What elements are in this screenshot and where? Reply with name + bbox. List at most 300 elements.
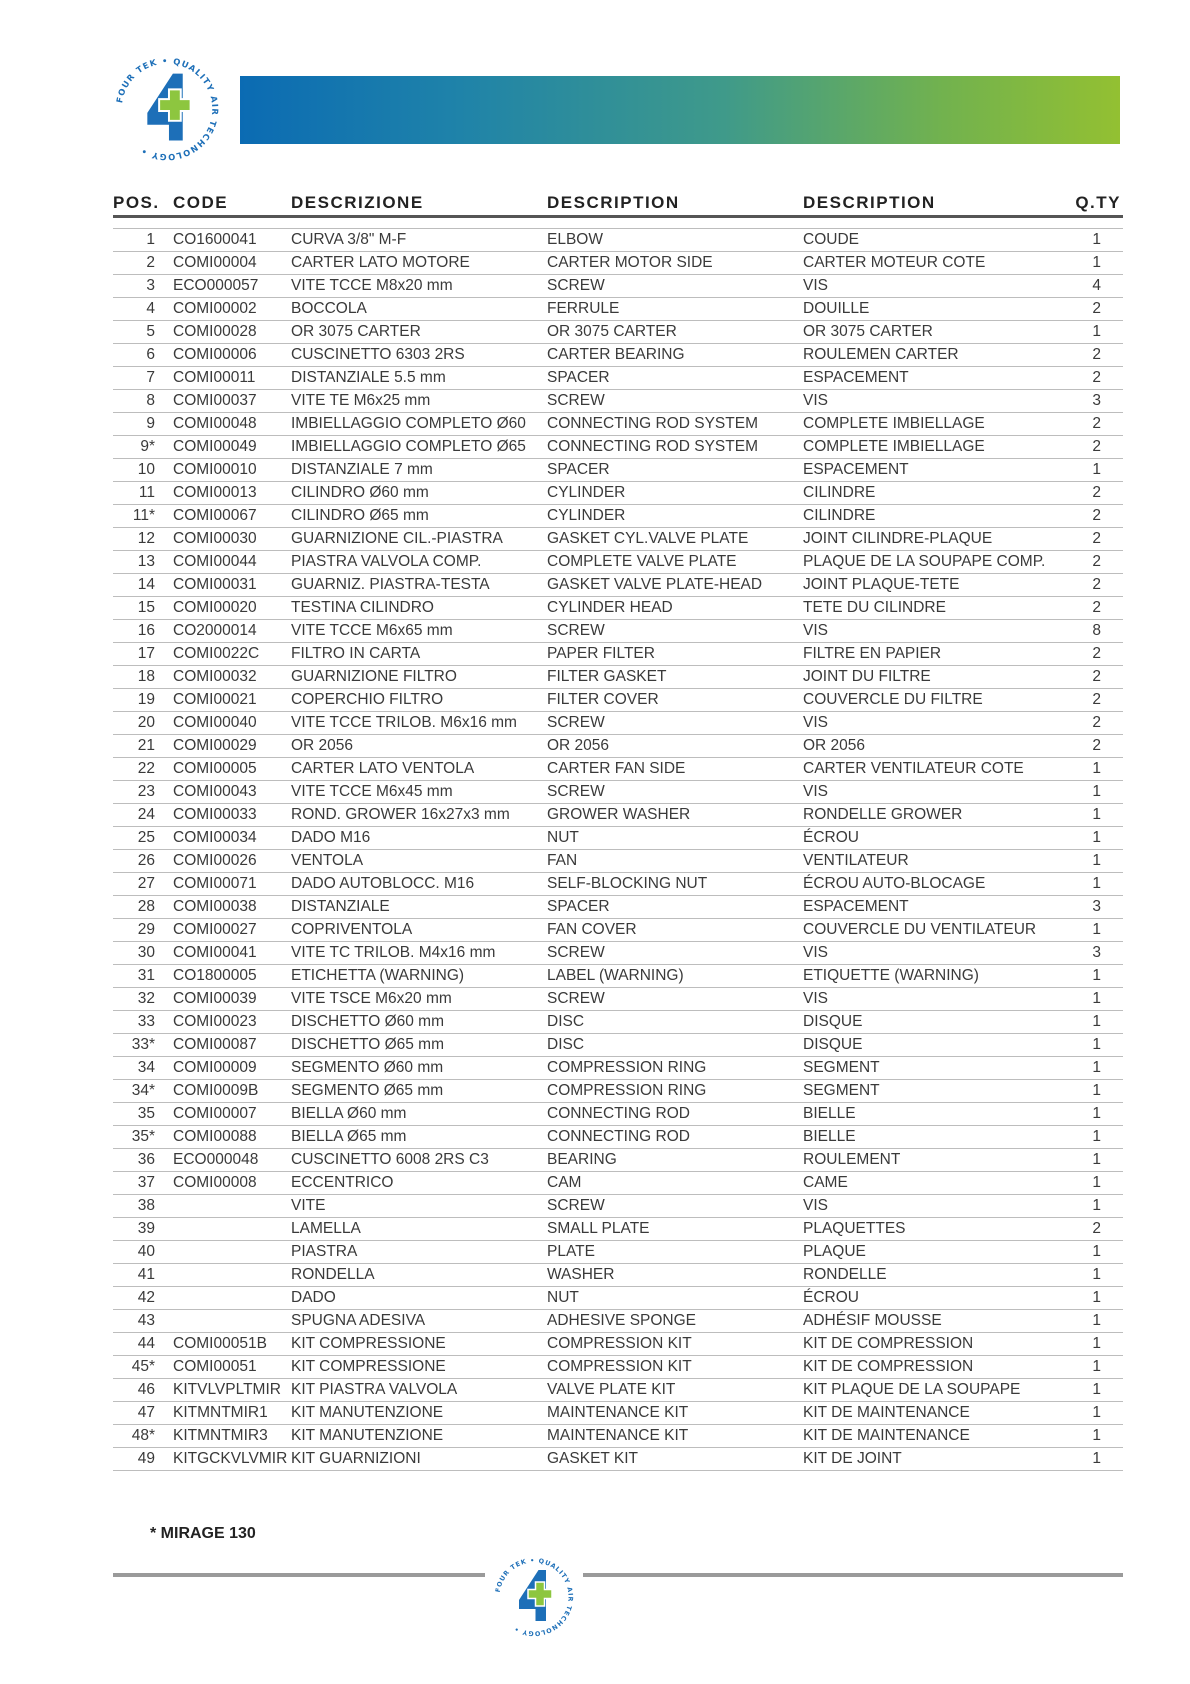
row-description-en: SCREW: [547, 781, 803, 804]
row-description-en: CONNECTING ROD SYSTEM: [547, 436, 803, 459]
row-qty: 2: [1073, 1218, 1123, 1241]
table-row: [113, 1333, 1123, 1356]
row-description-fr: KIT PLAQUE DE LA SOUPAPE: [803, 1379, 1073, 1402]
row-code: [173, 1241, 291, 1264]
row-pos: 33: [113, 1011, 173, 1034]
row-description-fr: COUVERCLE DU FILTRE: [803, 689, 1073, 712]
row-description-fr: ROULEMENT: [803, 1149, 1073, 1172]
four-tek-logo: [108, 50, 226, 168]
row-description-fr: CARTER VENTILATEUR COTE: [803, 758, 1073, 781]
row-description-en: PLATE: [547, 1241, 803, 1264]
table-row: [113, 1287, 1123, 1310]
row-code: KITVLVPLTMIR: [173, 1379, 291, 1402]
row-pos: 8: [113, 390, 173, 413]
table-spacer-row: [113, 217, 1123, 229]
row-description-en: GROWER WASHER: [547, 804, 803, 827]
row-qty: 1: [1073, 781, 1123, 804]
row-description-fr: COMPLETE IMBIELLAGE: [803, 413, 1073, 436]
row-code: COMI00049: [173, 436, 291, 459]
row-pos: 19: [113, 689, 173, 712]
row-description-fr: VIS: [803, 712, 1073, 735]
row-descrizione: PIASTRA VALVOLA COMP.: [291, 551, 547, 574]
row-description-fr: RONDELLE GROWER: [803, 804, 1073, 827]
footnote: * MIRAGE 130: [150, 1525, 256, 1542]
row-descrizione: CURVA 3/8" M-F: [291, 229, 547, 252]
row-description-fr: ÉCROU: [803, 1287, 1073, 1310]
row-description-en: FERRULE: [547, 298, 803, 321]
row-descrizione: DISTANZIALE 7 mm: [291, 459, 547, 482]
row-pos: 16: [113, 620, 173, 643]
table-row: [113, 781, 1123, 804]
row-code: [173, 1264, 291, 1287]
row-pos: 27: [113, 873, 173, 896]
row-pos: 11: [113, 482, 173, 505]
row-qty: 3: [1073, 390, 1123, 413]
row-descrizione: DISCHETTO Ø65 mm: [291, 1034, 547, 1057]
row-description-fr: COMPLETE IMBIELLAGE: [803, 436, 1073, 459]
table-row: [113, 528, 1123, 551]
row-code: COMI00044: [173, 551, 291, 574]
row-descrizione: DISTANZIALE 5.5 mm: [291, 367, 547, 390]
table-row: [113, 965, 1123, 988]
row-descrizione: ETICHETTA (WARNING): [291, 965, 547, 988]
row-qty: 1: [1073, 873, 1123, 896]
row-code: COMI00048: [173, 413, 291, 436]
row-code: COMI00033: [173, 804, 291, 827]
row-description-fr: JOINT DU FILTRE: [803, 666, 1073, 689]
row-pos: 6: [113, 344, 173, 367]
row-pos: 43: [113, 1310, 173, 1333]
row-description-fr: ESPACEMENT: [803, 367, 1073, 390]
row-code: CO1800005: [173, 965, 291, 988]
row-code: COMI00088: [173, 1126, 291, 1149]
row-code: KITMNTMIR1: [173, 1402, 291, 1425]
row-pos: 1: [113, 229, 173, 252]
row-description-en: NUT: [547, 827, 803, 850]
table-row: [113, 551, 1123, 574]
row-code: COMI00026: [173, 850, 291, 873]
row-code: COMI00021: [173, 689, 291, 712]
row-description-fr: VIS: [803, 1195, 1073, 1218]
row-code: KITGCKVLVMIR: [173, 1448, 291, 1471]
row-description-en: FILTER COVER: [547, 689, 803, 712]
row-code: COMI00038: [173, 896, 291, 919]
row-descrizione: TESTINA CILINDRO: [291, 597, 547, 620]
row-description-en: SCREW: [547, 988, 803, 1011]
table-row: [113, 919, 1123, 942]
row-code: COMI00008: [173, 1172, 291, 1195]
row-descrizione: GUARNIZ. PIASTRA-TESTA: [291, 574, 547, 597]
row-description-fr: KIT DE JOINT: [803, 1448, 1073, 1471]
row-code: COMI00087: [173, 1034, 291, 1057]
row-qty: 3: [1073, 896, 1123, 919]
row-description-en: CARTER MOTOR SIDE: [547, 252, 803, 275]
row-descrizione: BOCCOLA: [291, 298, 547, 321]
row-qty: 1: [1073, 804, 1123, 827]
row-descrizione: ROND. GROWER 16x27x3 mm: [291, 804, 547, 827]
row-description-en: MAINTENANCE KIT: [547, 1402, 803, 1425]
row-descrizione: CUSCINETTO 6303 2RS: [291, 344, 547, 367]
row-qty: 1: [1073, 1310, 1123, 1333]
row-qty: 1: [1073, 1126, 1123, 1149]
row-description-fr: CARTER MOTEUR COTE: [803, 252, 1073, 275]
row-qty: 1: [1073, 1425, 1123, 1448]
row-code: COMI00051B: [173, 1333, 291, 1356]
row-descrizione: CUSCINETTO 6008 2RS C3: [291, 1149, 547, 1172]
table-row: [113, 390, 1123, 413]
row-code: COMI00067: [173, 505, 291, 528]
row-code: COMI00051: [173, 1356, 291, 1379]
row-descrizione: VITE TCCE M6x65 mm: [291, 620, 547, 643]
table-row: [113, 252, 1123, 275]
table-row: [113, 574, 1123, 597]
row-qty: 2: [1073, 735, 1123, 758]
row-description-fr: ROULEMEN CARTER: [803, 344, 1073, 367]
table-row: [113, 689, 1123, 712]
row-pos: 30: [113, 942, 173, 965]
row-description-en: DISC: [547, 1011, 803, 1034]
row-descrizione: CILINDRO Ø60 mm: [291, 482, 547, 505]
four-tek-logo-footer: [489, 1552, 579, 1642]
row-qty: 2: [1073, 597, 1123, 620]
row-qty: 1: [1073, 827, 1123, 850]
row-description-fr: DOUILLE: [803, 298, 1073, 321]
row-qty: 2: [1073, 712, 1123, 735]
row-descrizione: CARTER LATO MOTORE: [291, 252, 547, 275]
row-code: COMI00043: [173, 781, 291, 804]
row-qty: 2: [1073, 643, 1123, 666]
row-code: COMI00006: [173, 344, 291, 367]
row-description-en: FAN: [547, 850, 803, 873]
row-pos: 46: [113, 1379, 173, 1402]
header-qty: Q.TY: [1073, 187, 1123, 217]
row-description-fr: KIT DE COMPRESSION: [803, 1356, 1073, 1379]
row-descrizione: CILINDRO Ø65 mm: [291, 505, 547, 528]
row-description-fr: PLAQUE: [803, 1241, 1073, 1264]
row-code: COMI00028: [173, 321, 291, 344]
row-descrizione: KIT MANUTENZIONE: [291, 1402, 547, 1425]
row-description-fr: ÉCROU AUTO-BLOCAGE: [803, 873, 1073, 896]
row-description-en: WASHER: [547, 1264, 803, 1287]
row-descrizione: IMBIELLAGGIO COMPLETO Ø65: [291, 436, 547, 459]
row-pos: 10: [113, 459, 173, 482]
row-pos: 20: [113, 712, 173, 735]
row-code: COMI0022C: [173, 643, 291, 666]
row-code: COMI00041: [173, 942, 291, 965]
row-description-fr: CILINDRE: [803, 505, 1073, 528]
row-description-fr: COUDE: [803, 229, 1073, 252]
row-qty: 1: [1073, 1011, 1123, 1034]
row-pos: 40: [113, 1241, 173, 1264]
table-row: [113, 1034, 1123, 1057]
header-descrizione: DESCRIZIONE: [291, 187, 547, 217]
row-code: COMI00013: [173, 482, 291, 505]
row-description-fr: VENTILATEUR: [803, 850, 1073, 873]
table-row: [113, 850, 1123, 873]
row-description-en: GASKET KIT: [547, 1448, 803, 1471]
parts-table: [113, 187, 1123, 1471]
table-row: [113, 275, 1123, 298]
table-row: [113, 597, 1123, 620]
row-qty: 2: [1073, 666, 1123, 689]
row-description-en: SCREW: [547, 275, 803, 298]
row-qty: 1: [1073, 1333, 1123, 1356]
row-description-fr: KIT DE MAINTENANCE: [803, 1402, 1073, 1425]
row-qty: 1: [1073, 1287, 1123, 1310]
row-description-fr: SEGMENT: [803, 1057, 1073, 1080]
row-qty: 2: [1073, 528, 1123, 551]
table-row: [113, 896, 1123, 919]
row-pos: 9: [113, 413, 173, 436]
row-description-fr: PLAQUETTES: [803, 1218, 1073, 1241]
table-row: [113, 620, 1123, 643]
row-descrizione: SEGMENTO Ø65 mm: [291, 1080, 547, 1103]
row-qty: 8: [1073, 620, 1123, 643]
row-qty: 1: [1073, 1195, 1123, 1218]
row-code: COMI00023: [173, 1011, 291, 1034]
row-description-en: SCREW: [547, 712, 803, 735]
row-code: ECO000048: [173, 1149, 291, 1172]
row-description-en: CONNECTING ROD: [547, 1103, 803, 1126]
row-code: CO1600041: [173, 229, 291, 252]
row-description-fr: SEGMENT: [803, 1080, 1073, 1103]
row-descrizione: ECCENTRICO: [291, 1172, 547, 1195]
row-pos: 24: [113, 804, 173, 827]
row-qty: 1: [1073, 1103, 1123, 1126]
row-code: COMI00020: [173, 597, 291, 620]
row-description-fr: VIS: [803, 275, 1073, 298]
row-description-fr: ETIQUETTE (WARNING): [803, 965, 1073, 988]
table-row: [113, 1011, 1123, 1034]
row-pos: 22: [113, 758, 173, 781]
row-qty: 2: [1073, 482, 1123, 505]
row-pos: 5: [113, 321, 173, 344]
row-descrizione: VITE: [291, 1195, 547, 1218]
table-row: [113, 1103, 1123, 1126]
row-descrizione: SEGMENTO Ø60 mm: [291, 1057, 547, 1080]
row-description-en: SCREW: [547, 1195, 803, 1218]
row-pos: 45*: [113, 1356, 173, 1379]
row-qty: 1: [1073, 1172, 1123, 1195]
row-pos: 25: [113, 827, 173, 850]
row-description-fr: VIS: [803, 390, 1073, 413]
row-description-en: CARTER FAN SIDE: [547, 758, 803, 781]
row-qty: 1: [1073, 1034, 1123, 1057]
row-description-en: OR 2056: [547, 735, 803, 758]
row-qty: 2: [1073, 298, 1123, 321]
header-code: CODE: [173, 187, 291, 217]
row-pos: 34: [113, 1057, 173, 1080]
row-code: COMI00034: [173, 827, 291, 850]
row-code: COMI00037: [173, 390, 291, 413]
row-descrizione: IMBIELLAGGIO COMPLETO Ø60: [291, 413, 547, 436]
row-pos: 41: [113, 1264, 173, 1287]
row-qty: 1: [1073, 1241, 1123, 1264]
row-descrizione: KIT PIASTRA VALVOLA: [291, 1379, 547, 1402]
row-description-en: ADHESIVE SPONGE: [547, 1310, 803, 1333]
row-description-fr: COUVERCLE DU VENTILATEUR: [803, 919, 1073, 942]
row-description-fr: KIT DE MAINTENANCE: [803, 1425, 1073, 1448]
row-descrizione: BIELLA Ø60 mm: [291, 1103, 547, 1126]
row-description-fr: OR 2056: [803, 735, 1073, 758]
table-row: [113, 942, 1123, 965]
row-pos: 34*: [113, 1080, 173, 1103]
row-descrizione: DISTANZIALE: [291, 896, 547, 919]
row-pos: 29: [113, 919, 173, 942]
row-code: COMI00027: [173, 919, 291, 942]
row-descrizione: GUARNIZIONE FILTRO: [291, 666, 547, 689]
row-code: ECO000057: [173, 275, 291, 298]
row-qty: 1: [1073, 1149, 1123, 1172]
table-row: [113, 873, 1123, 896]
row-pos: 36: [113, 1149, 173, 1172]
table-row: [113, 1149, 1123, 1172]
table-row: [113, 229, 1123, 252]
row-descrizione: OR 2056: [291, 735, 547, 758]
table-row: [113, 436, 1123, 459]
row-description-en: CYLINDER HEAD: [547, 597, 803, 620]
row-descrizione: LAMELLA: [291, 1218, 547, 1241]
table-row: [113, 1172, 1123, 1195]
row-description-fr: FILTRE EN PAPIER: [803, 643, 1073, 666]
row-qty: 3: [1073, 942, 1123, 965]
row-description-en: SMALL PLATE: [547, 1218, 803, 1241]
row-code: COMI00040: [173, 712, 291, 735]
row-qty: 1: [1073, 758, 1123, 781]
row-pos: 38: [113, 1195, 173, 1218]
row-qty: 1: [1073, 965, 1123, 988]
row-qty: 2: [1073, 413, 1123, 436]
row-qty: 2: [1073, 344, 1123, 367]
row-descrizione: KIT MANUTENZIONE: [291, 1425, 547, 1448]
row-description-fr: ÉCROU: [803, 827, 1073, 850]
row-description-fr: VIS: [803, 620, 1073, 643]
row-qty: 1: [1073, 459, 1123, 482]
row-description-fr: CILINDRE: [803, 482, 1073, 505]
row-code: COMI00011: [173, 367, 291, 390]
row-descrizione: VENTOLA: [291, 850, 547, 873]
row-descrizione: DADO AUTOBLOCC. M16: [291, 873, 547, 896]
row-description-en: SPACER: [547, 459, 803, 482]
table-row: [113, 505, 1123, 528]
row-description-en: PAPER FILTER: [547, 643, 803, 666]
row-description-fr: VIS: [803, 781, 1073, 804]
row-description-en: GASKET CYL.VALVE PLATE: [547, 528, 803, 551]
table-row: [113, 1379, 1123, 1402]
table-row: [113, 988, 1123, 1011]
row-code: COMI0009B: [173, 1080, 291, 1103]
row-pos: 35*: [113, 1126, 173, 1149]
row-descrizione: DADO: [291, 1287, 547, 1310]
table-row: [113, 735, 1123, 758]
row-code: [173, 1310, 291, 1333]
table-row: [113, 1057, 1123, 1080]
row-description-en: BEARING: [547, 1149, 803, 1172]
row-pos: 7: [113, 367, 173, 390]
row-descrizione: COPRIVENTOLA: [291, 919, 547, 942]
row-code: [173, 1287, 291, 1310]
row-description-en: COMPRESSION KIT: [547, 1333, 803, 1356]
row-pos: 14: [113, 574, 173, 597]
row-pos: 9*: [113, 436, 173, 459]
row-pos: 42: [113, 1287, 173, 1310]
row-descrizione: DISCHETTO Ø60 mm: [291, 1011, 547, 1034]
row-description-fr: JOINT CILINDRE-PLAQUE: [803, 528, 1073, 551]
row-pos: 21: [113, 735, 173, 758]
row-description-fr: ESPACEMENT: [803, 459, 1073, 482]
row-descrizione: VITE TCCE M6x45 mm: [291, 781, 547, 804]
row-qty: 2: [1073, 551, 1123, 574]
table-row: [113, 298, 1123, 321]
table-row: [113, 459, 1123, 482]
row-description-fr: VIS: [803, 988, 1073, 1011]
row-code: [173, 1218, 291, 1241]
row-description-en: CARTER BEARING: [547, 344, 803, 367]
row-code: COMI00004: [173, 252, 291, 275]
row-descrizione: SPUGNA ADESIVA: [291, 1310, 547, 1333]
row-code: COMI00030: [173, 528, 291, 551]
logo-ring-text: FOUR TEK • QUALITY AIR TECHNOLOGY •: [114, 55, 221, 163]
row-descrizione: PIASTRA: [291, 1241, 547, 1264]
row-pos: 47: [113, 1402, 173, 1425]
table-row: [113, 643, 1123, 666]
row-qty: 1: [1073, 988, 1123, 1011]
row-description-fr: VIS: [803, 942, 1073, 965]
row-description-en: CONNECTING ROD SYSTEM: [547, 413, 803, 436]
row-descrizione: VITE TC TRILOB. M4x16 mm: [291, 942, 547, 965]
row-code: COMI00009: [173, 1057, 291, 1080]
table-row: [113, 1448, 1123, 1471]
row-qty: 2: [1073, 574, 1123, 597]
row-description-en: COMPRESSION KIT: [547, 1356, 803, 1379]
row-qty: 1: [1073, 321, 1123, 344]
row-description-fr: BIELLE: [803, 1103, 1073, 1126]
row-descrizione: OR 3075 CARTER: [291, 321, 547, 344]
row-description-fr: ADHÉSIF MOUSSE: [803, 1310, 1073, 1333]
table-row: [113, 1080, 1123, 1103]
row-code: COMI00005: [173, 758, 291, 781]
row-pos: 12: [113, 528, 173, 551]
table-row: [113, 1402, 1123, 1425]
row-pos: 31: [113, 965, 173, 988]
table-row: [113, 482, 1123, 505]
row-descrizione: KIT GUARNIZIONI: [291, 1448, 547, 1471]
row-qty: 2: [1073, 436, 1123, 459]
row-description-fr: ESPACEMENT: [803, 896, 1073, 919]
header-pos: POS.: [113, 187, 173, 217]
row-pos: 28: [113, 896, 173, 919]
table-row: [113, 1195, 1123, 1218]
row-description-en: FAN COVER: [547, 919, 803, 942]
row-description-en: ELBOW: [547, 229, 803, 252]
table-row: [113, 1264, 1123, 1287]
row-code: COMI00029: [173, 735, 291, 758]
row-qty: 1: [1073, 252, 1123, 275]
row-pos: 2: [113, 252, 173, 275]
row-description-en: COMPRESSION RING: [547, 1057, 803, 1080]
row-description-en: VALVE PLATE KIT: [547, 1379, 803, 1402]
row-code: COMI00039: [173, 988, 291, 1011]
row-description-fr: TETE DU CILINDRE: [803, 597, 1073, 620]
table-row: [113, 666, 1123, 689]
table-row: [113, 344, 1123, 367]
row-description-en: CAM: [547, 1172, 803, 1195]
row-pos: 49: [113, 1448, 173, 1471]
row-pos: 48*: [113, 1425, 173, 1448]
table-row: [113, 413, 1123, 436]
row-description-fr: DISQUE: [803, 1034, 1073, 1057]
row-descrizione: BIELLA Ø65 mm: [291, 1126, 547, 1149]
